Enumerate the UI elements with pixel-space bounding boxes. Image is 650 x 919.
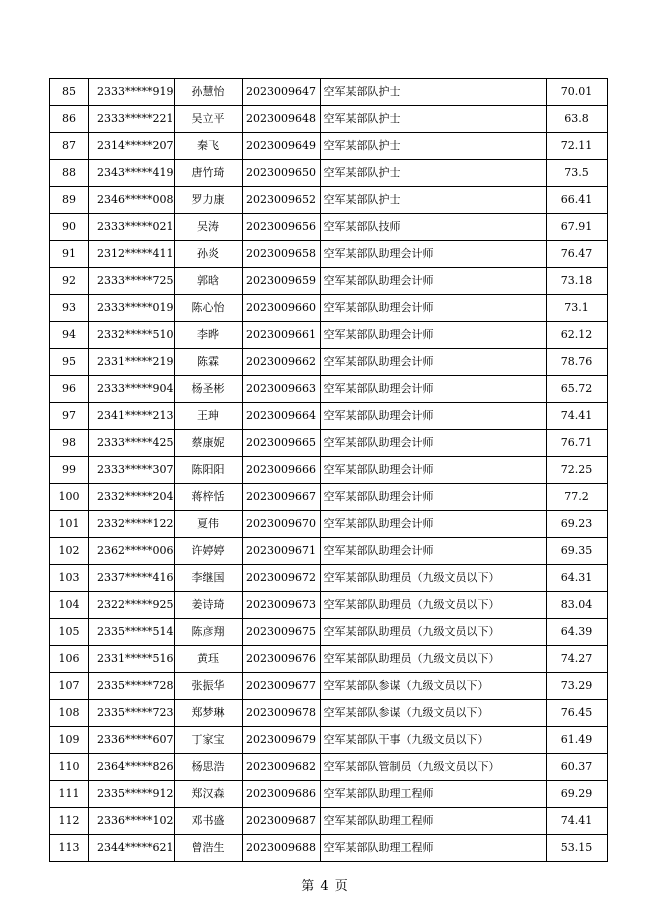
row-index-cell: 95	[50, 349, 89, 376]
row-index-cell: 85	[50, 79, 89, 106]
score-cell: 65.72	[546, 376, 607, 403]
score-cell: 69.23	[546, 511, 607, 538]
table-row	[50, 430, 608, 457]
name-cell: 陈霖	[174, 349, 242, 376]
position-cell: 空军某部队助理员（九级文员以下）	[320, 565, 546, 592]
id-number-cell: 2331*****516	[89, 646, 175, 673]
exam-number-cell: 2023009660	[242, 295, 320, 322]
position-cell: 空军某部队参谋（九级文员以下）	[320, 700, 546, 727]
exam-number-cell: 2023009682	[242, 754, 320, 781]
name-cell: 陈心怡	[174, 295, 242, 322]
exam-number-cell: 2023009649	[242, 133, 320, 160]
score-cell: 61.49	[546, 727, 607, 754]
id-number-cell: 2343*****419	[89, 160, 175, 187]
id-number-cell: 2332*****122	[89, 511, 175, 538]
exam-number-cell: 2023009664	[242, 403, 320, 430]
name-cell: 唐竹琦	[174, 160, 242, 187]
id-number-cell: 2333*****021	[89, 214, 175, 241]
table-row	[50, 484, 608, 511]
position-cell: 空军某部队助理会计师	[320, 457, 546, 484]
score-cell: 69.35	[546, 538, 607, 565]
row-index-cell: 110	[50, 754, 89, 781]
id-number-cell: 2314*****207	[89, 133, 175, 160]
id-number-cell: 2333*****425	[89, 430, 175, 457]
score-cell: 67.91	[546, 214, 607, 241]
score-cell: 70.01	[546, 79, 607, 106]
score-cell: 74.41	[546, 808, 607, 835]
row-index-cell: 112	[50, 808, 89, 835]
score-cell: 73.5	[546, 160, 607, 187]
score-cell: 73.18	[546, 268, 607, 295]
row-index-cell: 105	[50, 619, 89, 646]
score-cell: 73.29	[546, 673, 607, 700]
row-index-cell: 101	[50, 511, 89, 538]
name-cell: 郑梦琳	[174, 700, 242, 727]
name-cell: 孙炎	[174, 241, 242, 268]
position-cell: 空军某部队技师	[320, 214, 546, 241]
score-cell: 74.27	[546, 646, 607, 673]
table-row	[50, 403, 608, 430]
exam-number-cell: 2023009647	[242, 79, 320, 106]
exam-number-cell: 2023009667	[242, 484, 320, 511]
position-cell: 空军某部队助理工程师	[320, 808, 546, 835]
exam-number-cell: 2023009650	[242, 160, 320, 187]
position-cell: 空军某部队助理员（九级文员以下）	[320, 619, 546, 646]
id-number-cell: 2333*****904	[89, 376, 175, 403]
id-number-cell: 2333*****221	[89, 106, 175, 133]
id-number-cell: 2333*****307	[89, 457, 175, 484]
position-cell: 空军某部队助理会计师	[320, 484, 546, 511]
position-cell: 空军某部队助理会计师	[320, 511, 546, 538]
score-cell: 78.76	[546, 349, 607, 376]
table-row	[50, 835, 608, 862]
score-cell: 73.1	[546, 295, 607, 322]
table-row	[50, 106, 608, 133]
exam-number-cell: 2023009677	[242, 673, 320, 700]
name-cell: 孙慧怡	[174, 79, 242, 106]
table-row	[50, 592, 608, 619]
position-cell: 空军某部队助理工程师	[320, 781, 546, 808]
table-row	[50, 214, 608, 241]
table-row	[50, 781, 608, 808]
table-body	[50, 79, 608, 862]
row-index-cell: 97	[50, 403, 89, 430]
score-cell: 72.25	[546, 457, 607, 484]
row-index-cell: 99	[50, 457, 89, 484]
table-row	[50, 808, 608, 835]
position-cell: 空军某部队助理会计师	[320, 295, 546, 322]
table-row	[50, 295, 608, 322]
name-cell: 李晔	[174, 322, 242, 349]
row-index-cell: 98	[50, 430, 89, 457]
position-cell: 空军某部队干事（九级文员以下）	[320, 727, 546, 754]
exam-number-cell: 2023009648	[242, 106, 320, 133]
exam-number-cell: 2023009670	[242, 511, 320, 538]
table-row	[50, 754, 608, 781]
row-index-cell: 89	[50, 187, 89, 214]
row-index-cell: 88	[50, 160, 89, 187]
name-cell: 丁家宝	[174, 727, 242, 754]
name-cell: 王珅	[174, 403, 242, 430]
score-cell: 77.2	[546, 484, 607, 511]
row-index-cell: 86	[50, 106, 89, 133]
id-number-cell: 2335*****514	[89, 619, 175, 646]
position-cell: 空军某部队助理会计师	[320, 538, 546, 565]
table-row	[50, 673, 608, 700]
row-index-cell: 96	[50, 376, 89, 403]
name-cell: 夏伟	[174, 511, 242, 538]
id-number-cell: 2341*****213	[89, 403, 175, 430]
table-row	[50, 376, 608, 403]
id-number-cell: 2332*****510	[89, 322, 175, 349]
position-cell: 空军某部队助理员（九级文员以下）	[320, 646, 546, 673]
table-row	[50, 241, 608, 268]
table-row	[50, 619, 608, 646]
name-cell: 郑汉森	[174, 781, 242, 808]
score-cell: 76.71	[546, 430, 607, 457]
position-cell: 空军某部队管制员（九级文员以下）	[320, 754, 546, 781]
table-row	[50, 646, 608, 673]
table-row	[50, 457, 608, 484]
table-row	[50, 187, 608, 214]
exam-number-cell: 2023009676	[242, 646, 320, 673]
exam-number-cell: 2023009688	[242, 835, 320, 862]
score-cell: 69.29	[546, 781, 607, 808]
row-index-cell: 92	[50, 268, 89, 295]
position-cell: 空军某部队助理会计师	[320, 349, 546, 376]
score-cell: 72.11	[546, 133, 607, 160]
table-row	[50, 349, 608, 376]
score-cell: 64.39	[546, 619, 607, 646]
position-cell: 空军某部队助理会计师	[320, 403, 546, 430]
table-row	[50, 538, 608, 565]
name-cell: 邓书盛	[174, 808, 242, 835]
name-cell: 曾浩生	[174, 835, 242, 862]
position-cell: 空军某部队助理会计师	[320, 241, 546, 268]
exam-number-cell: 2023009659	[242, 268, 320, 295]
table-row	[50, 268, 608, 295]
exam-number-cell: 2023009652	[242, 187, 320, 214]
position-cell: 空军某部队护士	[320, 187, 546, 214]
name-cell: 杨圣彬	[174, 376, 242, 403]
exam-number-cell: 2023009687	[242, 808, 320, 835]
position-cell: 空军某部队助理工程师	[320, 835, 546, 862]
name-cell: 李继国	[174, 565, 242, 592]
exam-number-cell: 2023009672	[242, 565, 320, 592]
score-cell: 63.8	[546, 106, 607, 133]
row-index-cell: 107	[50, 673, 89, 700]
row-index-cell: 93	[50, 295, 89, 322]
id-number-cell: 2333*****919	[89, 79, 175, 106]
id-number-cell: 2337*****416	[89, 565, 175, 592]
name-cell: 蒋梓恬	[174, 484, 242, 511]
exam-number-cell: 2023009671	[242, 538, 320, 565]
name-cell: 许婷婷	[174, 538, 242, 565]
name-cell: 黄珏	[174, 646, 242, 673]
score-cell: 62.12	[546, 322, 607, 349]
position-cell: 空军某部队助理员（九级文员以下）	[320, 592, 546, 619]
id-number-cell: 2332*****204	[89, 484, 175, 511]
exam-number-cell: 2023009656	[242, 214, 320, 241]
exam-number-cell: 2023009665	[242, 430, 320, 457]
name-cell: 郭晗	[174, 268, 242, 295]
id-number-cell: 2312*****411	[89, 241, 175, 268]
name-cell: 陈彦翔	[174, 619, 242, 646]
exam-number-cell: 2023009658	[242, 241, 320, 268]
exam-number-cell: 2023009686	[242, 781, 320, 808]
exam-number-cell: 2023009662	[242, 349, 320, 376]
name-cell: 吴涛	[174, 214, 242, 241]
name-cell: 陈阳阳	[174, 457, 242, 484]
id-number-cell: 2331*****219	[89, 349, 175, 376]
table-row	[50, 700, 608, 727]
row-index-cell: 111	[50, 781, 89, 808]
name-cell: 秦飞	[174, 133, 242, 160]
id-number-cell: 2336*****102	[89, 808, 175, 835]
name-cell: 张振华	[174, 673, 242, 700]
table-row	[50, 322, 608, 349]
exam-number-cell: 2023009679	[242, 727, 320, 754]
row-index-cell: 109	[50, 727, 89, 754]
position-cell: 空军某部队助理会计师	[320, 268, 546, 295]
position-cell: 空军某部队助理会计师	[320, 376, 546, 403]
table-row	[50, 133, 608, 160]
row-index-cell: 90	[50, 214, 89, 241]
id-number-cell: 2335*****728	[89, 673, 175, 700]
id-number-cell: 2336*****607	[89, 727, 175, 754]
name-cell: 蔡康妮	[174, 430, 242, 457]
position-cell: 空军某部队护士	[320, 160, 546, 187]
id-number-cell: 2335*****723	[89, 700, 175, 727]
results-table	[49, 78, 608, 862]
exam-number-cell: 2023009678	[242, 700, 320, 727]
id-number-cell: 2335*****912	[89, 781, 175, 808]
id-number-cell: 2333*****019	[89, 295, 175, 322]
score-cell: 64.31	[546, 565, 607, 592]
id-number-cell: 2344*****621	[89, 835, 175, 862]
id-number-cell: 2333*****725	[89, 268, 175, 295]
table-row	[50, 511, 608, 538]
row-index-cell: 108	[50, 700, 89, 727]
exam-number-cell: 2023009663	[242, 376, 320, 403]
score-cell: 53.15	[546, 835, 607, 862]
row-index-cell: 91	[50, 241, 89, 268]
name-cell: 吴立平	[174, 106, 242, 133]
row-index-cell: 113	[50, 835, 89, 862]
name-cell: 杨思浩	[174, 754, 242, 781]
exam-number-cell: 2023009661	[242, 322, 320, 349]
row-index-cell: 106	[50, 646, 89, 673]
row-index-cell: 87	[50, 133, 89, 160]
score-cell: 60.37	[546, 754, 607, 781]
position-cell: 空军某部队助理会计师	[320, 322, 546, 349]
row-index-cell: 100	[50, 484, 89, 511]
position-cell: 空军某部队护士	[320, 106, 546, 133]
table-row	[50, 79, 608, 106]
exam-number-cell: 2023009666	[242, 457, 320, 484]
score-cell: 74.41	[546, 403, 607, 430]
score-cell: 76.47	[546, 241, 607, 268]
score-cell: 66.41	[546, 187, 607, 214]
score-cell: 76.45	[546, 700, 607, 727]
exam-number-cell: 2023009675	[242, 619, 320, 646]
position-cell: 空军某部队护士	[320, 79, 546, 106]
position-cell: 空军某部队助理会计师	[320, 430, 546, 457]
name-cell: 罗力康	[174, 187, 242, 214]
id-number-cell: 2346*****008	[89, 187, 175, 214]
row-index-cell: 102	[50, 538, 89, 565]
row-index-cell: 104	[50, 592, 89, 619]
exam-number-cell: 2023009673	[242, 592, 320, 619]
position-cell: 空军某部队护士	[320, 133, 546, 160]
table-row	[50, 565, 608, 592]
row-index-cell: 103	[50, 565, 89, 592]
position-cell: 空军某部队参谋（九级文员以下）	[320, 673, 546, 700]
id-number-cell: 2364*****826	[89, 754, 175, 781]
table-row	[50, 727, 608, 754]
row-index-cell: 94	[50, 322, 89, 349]
page-footer: 第 4 页	[301, 879, 349, 894]
table-row	[50, 160, 608, 187]
id-number-cell: 2362*****006	[89, 538, 175, 565]
score-cell: 83.04	[546, 592, 607, 619]
name-cell: 姜诗琦	[174, 592, 242, 619]
id-number-cell: 2322*****925	[89, 592, 175, 619]
